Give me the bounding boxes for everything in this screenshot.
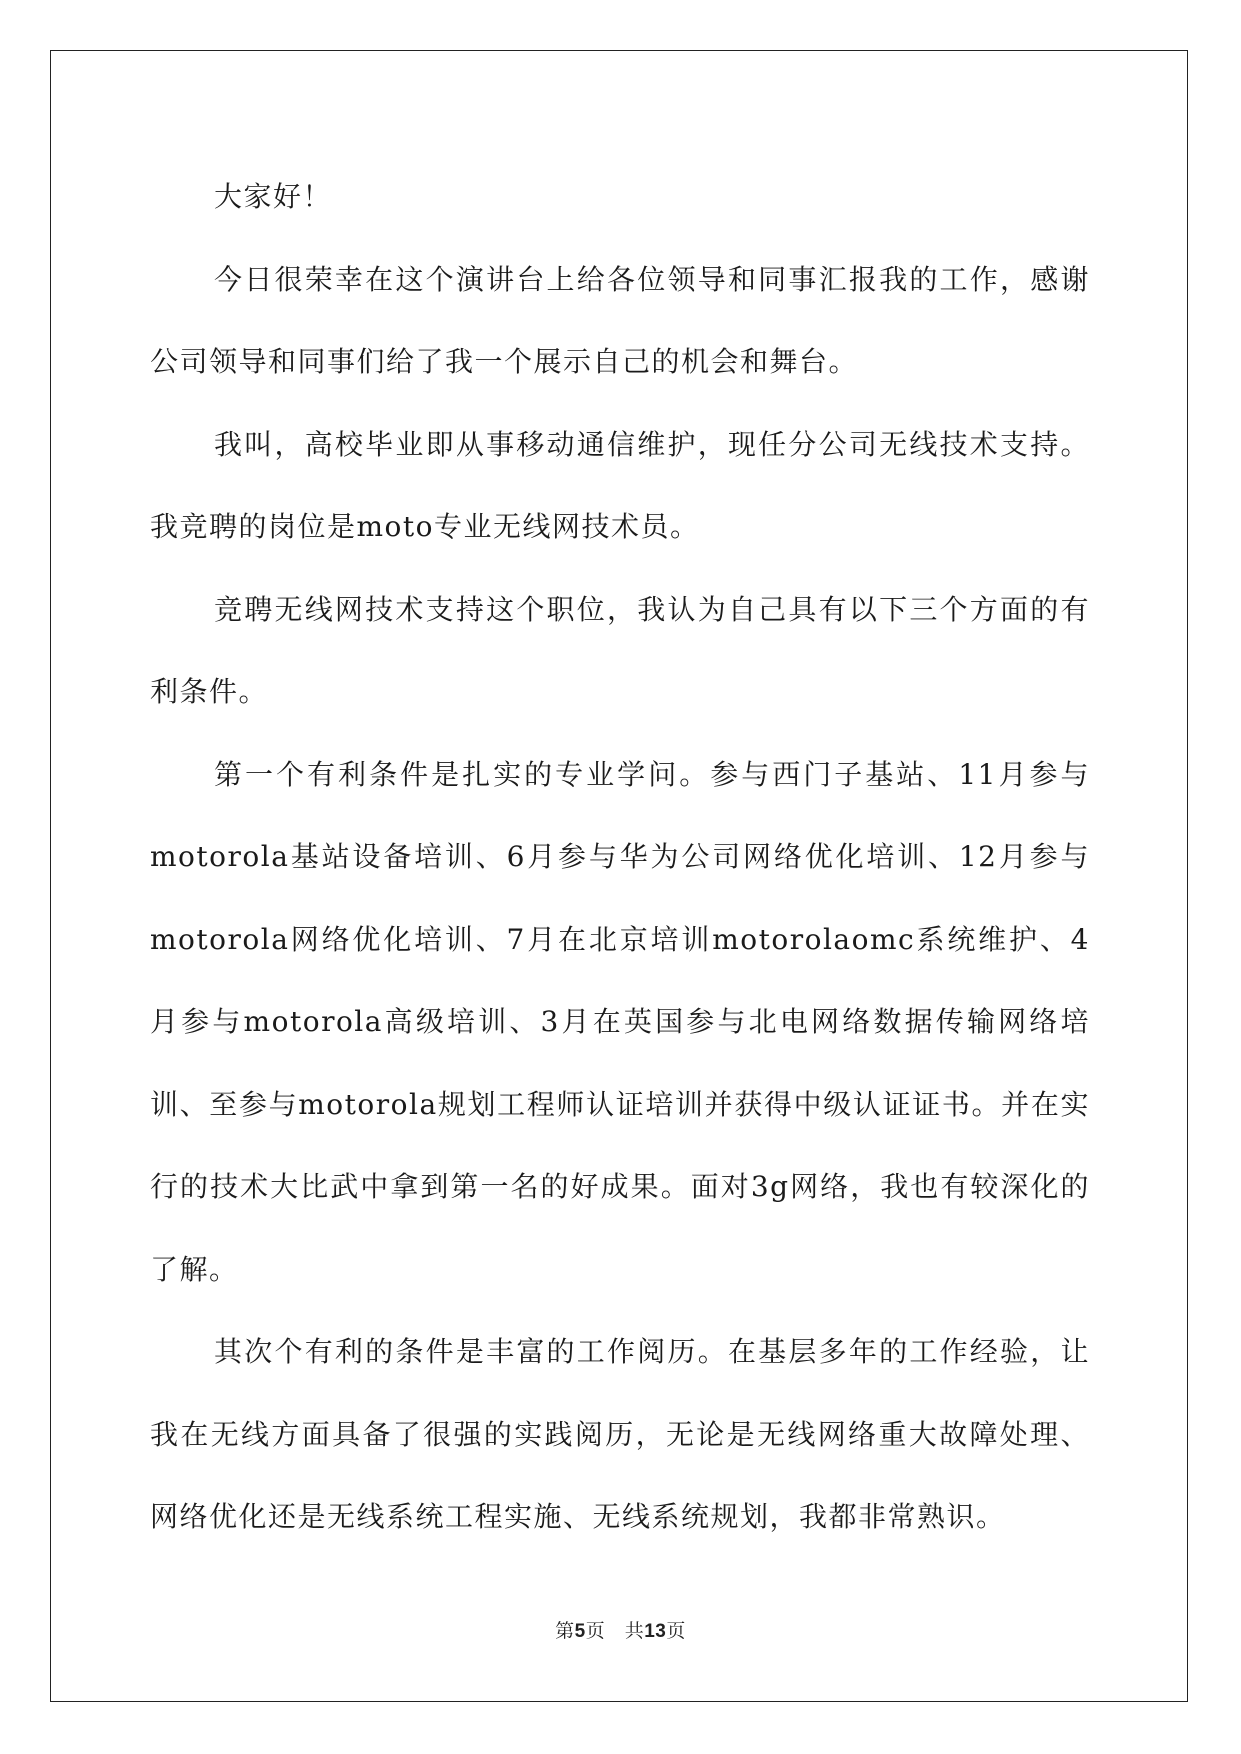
footer-suffix: 页 — [666, 1620, 686, 1642]
paragraph-conditions-intro: 竞聘无线网技术支持这个职位，我认为自己具有以下三个方面的有利条件。 — [150, 592, 1090, 708]
footer-prefix: 第 — [555, 1620, 575, 1642]
document-body — [150, 156, 1090, 1559]
paragraph-first-condition: 第一个有利条件是扎实的专业学问。参与西门子基站、11月参与motorola基站设备培训、6月参与华为公司网络优化培训、12月参与motorola网络优化培训、7月在北京培训motorolaomc系统维护、4月参与motorola高级培训、3月在英国参与北电网络数据传输网络培训、至参与motorola规划工程师认证培训并获得中级认证证书。并在实行的技术大比武中拿到第一名的好成果。面对3g网络，我也有较深化的了解。 — [150, 757, 1090, 1286]
footer-total-pages: 13 — [644, 1621, 667, 1642]
paragraph-introduction: 我叫，高校毕业即从事移动通信维护，现任分公司无线技术支持。我竞聘的岗位是moto专业无线网技术员。 — [150, 427, 1090, 543]
footer-current-page: 5 — [574, 1621, 586, 1642]
footer-middle: 页 共 — [585, 1620, 645, 1642]
page-footer — [0, 1616, 1241, 1643]
paragraph-second-condition: 其次个有利的条件是丰富的工作阅历。在基层多年的工作经验，让我在无线方面具备了很强的实践阅历，无论是无线网络重大故障处理、网络优化还是无线系统工程实施、无线系统规划，我都非常熟识。 — [150, 1335, 1090, 1533]
paragraph-greeting: 大家好！ — [214, 180, 333, 213]
paragraph-thanks: 今日很荣幸在这个演讲台上给各位领导和同事汇报我的工作，感谢公司领导和同事们给了我一个展示自己的机会和舞台。 — [150, 262, 1090, 378]
